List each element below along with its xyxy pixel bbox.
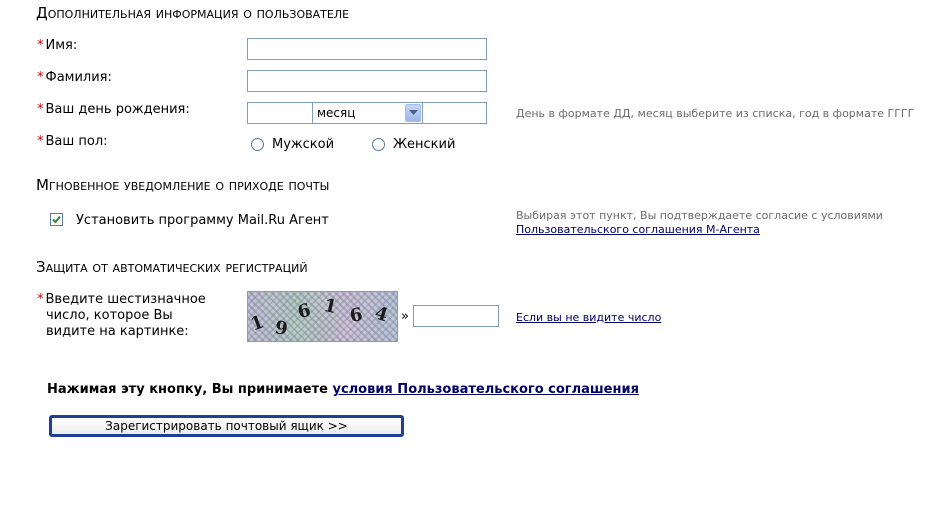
birthday-hint: День в формате ДД, месяц выберите из списка, год в формате ГГГГ [516,107,915,120]
register-button[interactable]: Зарегистрировать почтовый ящик >> [49,415,404,437]
last-name-label-text: Фамилия: [45,70,112,85]
first-name-label [37,38,77,53]
captcha-digit: 1 [321,294,339,319]
birthday-label-text: Ваш день рождения: [45,102,190,117]
captcha-digit: 6 [348,304,365,327]
captcha-arrow: » [401,309,409,324]
captcha-digit: 1 [247,311,267,336]
last-name-label [37,70,112,85]
first-name-label-text: Имя: [45,38,78,53]
birth-month-select[interactable] [312,102,423,124]
gender-male-label[interactable]: Мужской [272,137,335,152]
birthday-label [37,102,190,117]
birth-day-input[interactable] [247,102,313,124]
captcha-label-line1: Введите шестизначное [45,292,206,307]
captcha-digit: 6 [295,299,314,324]
gender-female-radio[interactable] [372,138,385,151]
gender-label-text: Ваш пол: [45,134,108,149]
accept-agreement-line [47,382,639,397]
captcha-digit: 9 [273,317,290,340]
captcha-label-line2: число, которое Вы [46,308,173,323]
gender-female-label[interactable]: Женский [393,137,456,152]
install-agent-checkbox[interactable] [50,213,63,226]
birth-year-input[interactable] [422,102,487,124]
required-mark: * [37,292,44,307]
gender-label [37,134,108,149]
captcha-image [247,291,398,342]
captcha-input[interactable] [413,305,499,327]
install-agent-label[interactable]: Установить программу Mail.Ru Агент [76,213,329,228]
captcha-title: Защита от автоматических регистраций [36,258,308,276]
required-mark: * [37,38,44,53]
first-name-input[interactable] [247,38,487,60]
checkmark-icon [51,214,62,225]
chevron-down-icon[interactable] [405,104,421,122]
captcha-label [37,292,206,340]
birth-month-value: месяц [317,106,356,120]
accept-text: Нажимая эту кнопку, Вы принимаете [47,382,328,397]
user-info-title: Дополнительная информация о пользователе [36,4,350,22]
required-mark: * [37,102,44,117]
agent-agreement-hint: Выбирая этот пункт, Вы подтверждаете согласие с условиями [516,209,883,222]
notification-title: Мгновенное уведомление о приходе почты [36,176,330,194]
user-agreement-link[interactable]: условия Пользовательского соглашения [332,382,639,397]
last-name-input[interactable] [247,70,487,92]
captcha-digit: 4 [372,302,391,327]
captcha-help-link[interactable]: Если вы не видите число [516,311,662,324]
gender-male-radio[interactable] [251,138,264,151]
required-mark: * [37,134,44,149]
agent-agreement-link[interactable]: Пользовательского соглашения М-Агента [516,223,760,236]
required-mark: * [37,70,44,85]
captcha-label-line3: видите на картинке: [46,324,189,339]
